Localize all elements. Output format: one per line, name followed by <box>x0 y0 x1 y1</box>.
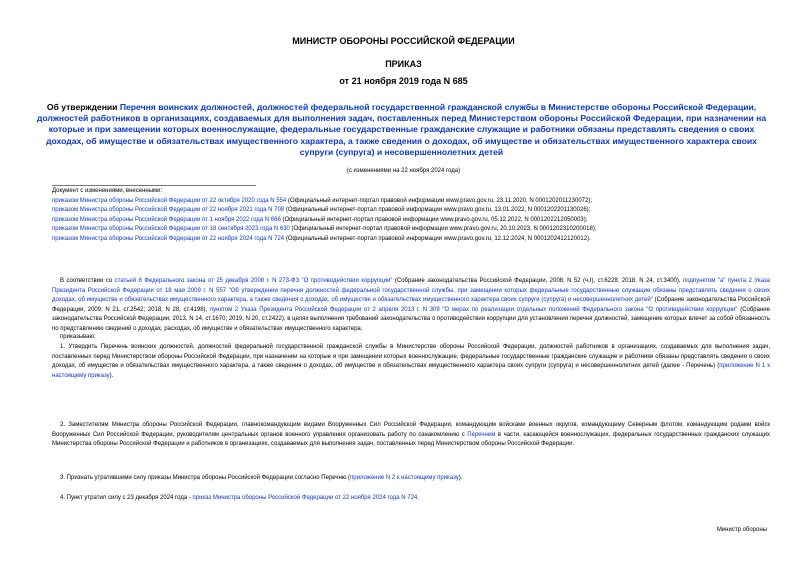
order-724-link[interactable]: приказ Министра обороны Российской Федерации от 22 ноября 2024 года N 724 <box>192 495 418 501</box>
paragraph-2: 2. Заместителям Министра обороны Российской Федерации, главнокомандующим видами Вооруженных Сил Российской Федерации, командующим войсками военных округов, командующему Северным флотом, командующим родами войск Вооруженных Сил Российской Федерации, руководителям центральных органов военного управления организовать работу по ознакомлению с Перечнем в части, касающейся военнослужащих, федеральных государственных гражданских служащих Министерства обороны Российской Федерации и работников в организациях, создаваемых для выполнения задач, поставленных перед Министерством обороны Российской Федерации. <box>52 422 770 447</box>
order-word: приказываю: <box>60 334 96 340</box>
change-item: приказом Министра обороны Российской Федерации от 1 ноября 2022 года N 666 (Официальный интернет-портал правовой информации www.pravo.gov.ru, 05.12.2022, N 0001202212050003); <box>52 216 588 223</box>
change-link[interactable]: приказом Министра обороны Российской Федерации от 18 сентября 2023 года N 630 <box>52 226 290 233</box>
appendix-1-link[interactable]: приложение N 1 к настоящему приказу <box>52 363 770 379</box>
signature-position: Министр обороны <box>716 527 767 533</box>
paragraph-1: 1. Утвердить Перечень воинских должностей, должностей федеральной государственной гражданской службы в Министерстве обороны Российской Федерации, должностей работников в организациях, создаваемых для выполнения задач, поставленных перед Министерством обороны Российской Федерации, при назначении на которые и при замещении которых военнослужащие, федеральные государственные гражданские служащие и работники обязаны представлять сведения о своих доходах, об имуществе и обязательствах имущественного характера, а также сведения о доходах, об имуществе и обязательствах имущественного характера своих супруги (супруга) и несовершеннолетних детей (далее - Перечень) (приложение N 1 к настоящему приказу). <box>52 344 770 379</box>
changes-heading: Документ с изменениями, внесенными: <box>52 188 163 194</box>
divider-line <box>52 185 256 186</box>
basis-link-decree-557[interactable]: подпунктом "а" пункта 2 Указа Президента Российской Федерации от 18 мая 2009 г. N 557 "Об утверждении перечня должностей федеральной государственной службы, при замещении которых федеральные государственные служащие обязаны представлять сведения о своих доходах, об имуществе и обязательствах имущественного характера, а также сведения о доходах, об имуществе и обязательствах имущественного характера своих супруги (супруга) и несовершеннолетних детей" <box>52 278 770 303</box>
change-item: приказом Министра обороны Российской Федерации от 22 ноября 2021 года N 708 (Официальный интернет-портал правовой информации www.pravo.gov.ru, 13.01.2022, N 0001202201130026); <box>52 207 591 214</box>
paragraph-3: 3. Признать утратившими силу приказы Министра обороны Российской Федерации согласно Перечню (приложение N 2 к настоящему приказу). <box>60 475 463 481</box>
change-link[interactable]: приказом Министра обороны Российской Федерации от 1 ноября 2022 года N 666 <box>52 216 281 223</box>
basis-paragraph: В соответствии со статьей 8 Федерального закона от 25 декабря 2008 г. N 273-ФЗ "О противодействии коррупции" (Собрание законодательства Российской Федерации, 2008, N 52 (ч.I), ст.6228; 2018, N 24, ст.3400), подпунктом "а" пункта 2 Указа Президента Российской Федерации от 18 мая 2009 г. N 557 "Об утверждении перечня должностей федеральной государственной службы, при замещении которых федеральные государственные служащие обязаны представлять сведения о своих доходах, об имуществе и обязательствах имущественного характера, а также сведения о доходах, об имуществе и обязательствах имущественного характера своих супруги (супруга) и несовершеннолетних детей" (Собрание законодательства Российской Федерации, 2009, N 21, ст.2542; 2018, N 28, ст.4198), пунктом 2 Указа Президента Российской Федерации от 2 апреля 2013 г. N 309 "О мерах по реализации отдельных положений Федерального закона "О противодействии коррупции" (Собрание законодательства Российской Федерации, 2013, N 14, ст.1670; 2019, N 20, ст.2422), в целях выполнения требований законодательства о противодействии коррупции для установления перечня должностей, замещение которых влечет за собой обязанность по представлению сведений о доходах, расходах, об имуществе и обязательствах имущественного характера, <box>52 278 770 332</box>
appendix-2-link[interactable]: приложение N 2 к настоящему приказу <box>350 475 459 481</box>
change-link[interactable]: приказом Министра обороны Российской Федерации от 22 октября 2020 года N 554 <box>52 197 287 204</box>
revision-note: (с изменениями на 22 ноября 2024 года) <box>346 168 461 174</box>
title-prefix: Об утверждении <box>46 102 120 112</box>
change-link[interactable]: приказом Министра обороны Российской Федерации от 22 ноября 2021 года N 708 <box>52 207 285 214</box>
document-title <box>36 102 767 158</box>
change-item: приказом Министра обороны Российской Федерации от 18 сентября 2023 года N 630 (Официальный интернет-портал правовой информации www.pravo.gov.ru, 20.10.2023, N 0001202310200018); <box>52 226 597 233</box>
list-link[interactable]: Перечнем <box>467 431 496 438</box>
change-item: приказом Министра обороны Российской Федерации от 22 октября 2020 года N 554 (Официальный интернет-портал правовой информации www.pravo.gov.ru, 23.11.2020, N 0001202011230072); <box>52 197 592 204</box>
changes-list <box>52 187 772 245</box>
document-type: ПРИКАЗ <box>385 59 422 69</box>
change-link[interactable]: приказом Министра обороны Российской Федерации от 22 ноября 2024 года N 724 <box>52 235 285 242</box>
basis-link-law[interactable]: статьей 8 Федерального закона от 25 декабря 2008 г. N 273-ФЗ "О противодействии коррупции" <box>114 278 393 284</box>
change-item: приказом Министра обороны Российской Федерации от 22 ноября 2024 года N 724 (Официальный интернет-портал правовой информации www.pravo.gov.ru, 12.12.2024, N 0001202412120012). <box>52 235 591 242</box>
basis-link-decree-309[interactable]: пунктом 2 Указа Президента Российской Федерации от 2 апреля 2013 г. N 309 "О мерах по реализации отдельных положений Федерального закона "О противодействии коррупции" <box>209 306 738 313</box>
paragraph-4: 4. Пункт утратил силу с 23 декабря 2024 года - приказ Министра обороны Российской Федерации от 22 ноября 2024 года N 724. <box>60 495 419 501</box>
organization-heading: МИНИСТР ОБОРОНЫ РОССИЙСКОЙ ФЕДЕРАЦИИ <box>292 36 515 46</box>
title-link[interactable]: Перечня воинских должностей, должностей федеральной государственной гражданской службы в Министерстве обороны Российской Федерации, должностей работников в организациях, создаваемых для выполнения задач, поставленных перед Министерством обороны Российской Федерации, при назначении на которые и при замещении которых военнослужащие, федеральные государственные гражданские служащие и работники обязаны представлять сведения о своих доходах, об имуществе и обязательствах имущественного характера, а также сведения о доходах, об имуществе и обязательствах имущественного характера своих супруги (супруга) и несовершеннолетних детей <box>36 102 767 157</box>
document-date-number: от 21 ноября 2019 года N 685 <box>339 76 468 86</box>
